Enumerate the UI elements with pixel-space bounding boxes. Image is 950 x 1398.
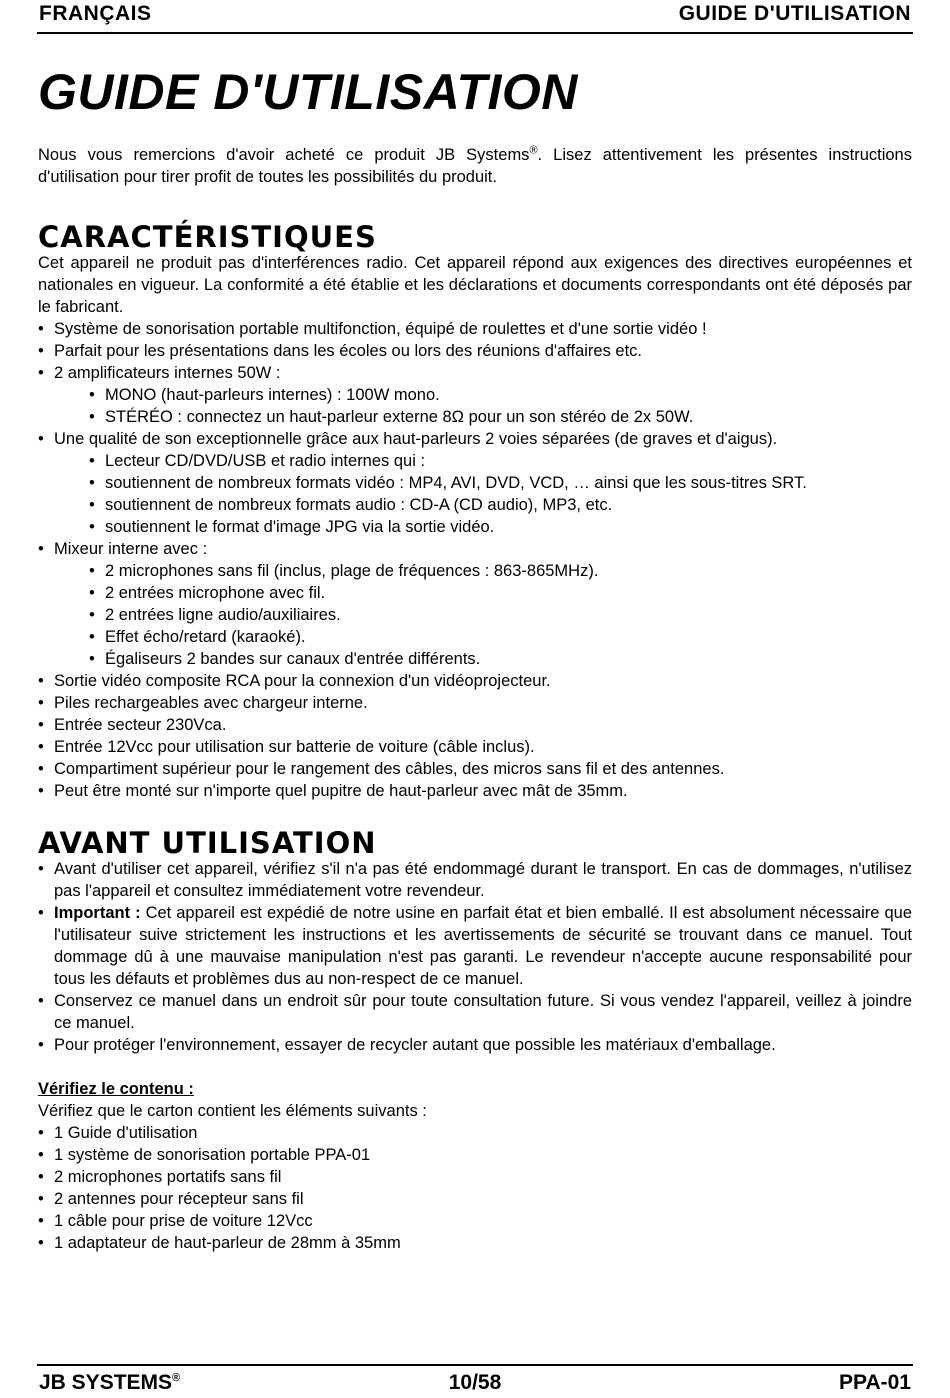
list-item: • 2 antennes pour récepteur sans fil xyxy=(38,1188,912,1210)
list-item: • 2 microphones portatifs sans fil xyxy=(38,1166,912,1188)
list-item xyxy=(38,902,912,990)
list-item xyxy=(38,428,912,538)
list-item: • 1 adaptateur de haut-parleur de 28mm à 35mm xyxy=(38,1232,912,1254)
features-list xyxy=(38,318,912,802)
list-item: • Compartiment supérieur pour le rangement des câbles, des micros sans fil et des antennes. xyxy=(38,758,912,780)
list-item: • Peut être monté sur n'importe quel pupitre de haut-parleur avec mât de 35mm. xyxy=(38,780,912,802)
list-item: • 2 microphones sans fil (inclus, plage de fréquences : 863-865MHz). xyxy=(89,560,912,582)
list-item-text: Mixeur interne avec : xyxy=(54,540,208,558)
list-item: • Sortie vidéo composite RCA pour la connexion d'un vidéoprojecteur. xyxy=(38,670,912,692)
page-header xyxy=(37,0,913,34)
registered-mark: ® xyxy=(529,144,538,157)
list-item: • soutiennent de nombreux formats audio : CD-A (CD audio), MP3, etc. xyxy=(89,494,912,516)
list-item: • STÉRÉO : connectez un haut-parleur externe 8Ω pour un son stéréo de 2x 50W. xyxy=(89,406,912,428)
list-item: • Avant d'utiliser cet appareil, vérifiez s'il n'a pas été endommagé durant le transport. En cas de dommages, n'utilisez pas l'appareil et consultez immédiatement votre revendeur. xyxy=(38,858,912,902)
list-item: • MONO (haut-parleurs internes) : 100W mono. xyxy=(89,384,912,406)
before-use-list xyxy=(38,858,912,1056)
list-item: • Piles rechargeables avec chargeur interne. xyxy=(38,692,912,714)
list-item xyxy=(38,538,912,670)
footer-brand-text: JB SYSTEMS xyxy=(39,1371,173,1394)
list-item xyxy=(38,362,912,428)
contents-list xyxy=(38,1122,912,1254)
contents-heading: Vérifiez le contenu : xyxy=(38,1080,194,1098)
important-label: Important : xyxy=(54,904,141,922)
list-item: • 2 entrées ligne audio/auxiliaires. xyxy=(89,604,912,626)
list-item: • 2 entrées microphone avec fil. xyxy=(89,582,912,604)
list-item: • Pour protéger l'environnement, essayer de recycler autant que possible les matériaux d'emballage. xyxy=(38,1034,912,1056)
intro-text-end: . Lisez attentivement les présentes instructions d'utilisation pour tirer profit de toutes les possibilités du produit. xyxy=(38,146,912,186)
list-item: • Entrée secteur 230Vca. xyxy=(38,714,912,736)
mixer-sublist xyxy=(89,560,912,670)
contents-intro: Vérifiez que le carton contient les éléments suivants : xyxy=(38,1102,427,1120)
amplifier-sublist xyxy=(89,384,912,428)
page-footer xyxy=(37,1364,913,1398)
list-item: • Effet écho/retard (karaoké). xyxy=(89,626,912,648)
list-item: • Système de sonorisation portable multifonction, équipé de roulettes et d'une sortie vidéo ! xyxy=(38,318,912,340)
header-title: GUIDE D'UTILISATION xyxy=(678,2,911,25)
list-item: • 1 système de sonorisation portable PPA-01 xyxy=(38,1144,912,1166)
header-language: FRANÇAIS xyxy=(39,2,152,25)
features-paragraph: Cet appareil ne produit pas d'interférences radio. Cet appareil répond aux exigences des directives européennes et nationales en vigueur. La conformité a été établie et les déclarations et documents correspondants ont été déposés par le fabricant. xyxy=(38,254,912,316)
footer-model: PPA-01 xyxy=(839,1371,911,1394)
sound-sublist xyxy=(89,450,912,538)
list-item: • Égaliseurs 2 bandes sur canaux d'entrée différents. xyxy=(89,648,912,670)
page-number: 10/58 xyxy=(448,1371,502,1394)
important-text: Cet appareil est expédié de notre usine en parfait état et bien emballé. Il est absolument nécessaire que l'utilisateur suive strictement les instructions et les avertissements de sécurité se trouvant dans ce manuel. Tout dommage dû à une mauvaise manipulation n'est pas garanti. Le revendeur n'accepte aucune responsabilité pour tous les défauts et problèmes dus au non-respect de ce manuel. xyxy=(54,904,912,988)
list-item: • Entrée 12Vcc pour utilisation sur batterie de voiture (câble inclus). xyxy=(38,736,912,758)
page-content xyxy=(38,64,912,1254)
footer-registered-mark: ® xyxy=(172,1372,181,1384)
list-item: • 1 Guide d'utilisation xyxy=(38,1122,912,1144)
list-item: • soutiennent le format d'image JPG via la sortie vidéo. xyxy=(89,516,912,538)
list-item: • 1 câble pour prise de voiture 12Vcc xyxy=(38,1210,912,1232)
list-item: • Lecteur CD/DVD/USB et radio internes qui : xyxy=(89,450,912,472)
list-item-text: 2 amplificateurs internes 50W : xyxy=(54,364,281,382)
list-item-text: Une qualité de son exceptionnelle grâce aux haut-parleurs 2 voies séparées (de graves et d'aigus). xyxy=(54,430,778,448)
list-item: • Parfait pour les présentations dans les écoles ou lors des réunions d'affaires etc. xyxy=(38,340,912,362)
intro-paragraph xyxy=(38,144,912,188)
intro-text-start: Nous vous remercions d'avoir acheté ce produit JB Systems xyxy=(38,146,530,164)
before-use-heading: AVANT UTILISATION xyxy=(38,826,377,860)
list-item: • soutiennent de nombreux formats vidéo : MP4, AVI, DVD, VCD, … ainsi que les sous-titres SRT. xyxy=(89,472,912,494)
features-heading: CARACTÉRISTIQUES xyxy=(38,220,377,254)
list-item: • Conservez ce manuel dans un endroit sûr pour toute consultation future. Si vous vendez l'appareil, veillez à joindre ce manuel. xyxy=(38,990,912,1034)
page-title: GUIDE D'UTILISATION xyxy=(38,64,578,120)
